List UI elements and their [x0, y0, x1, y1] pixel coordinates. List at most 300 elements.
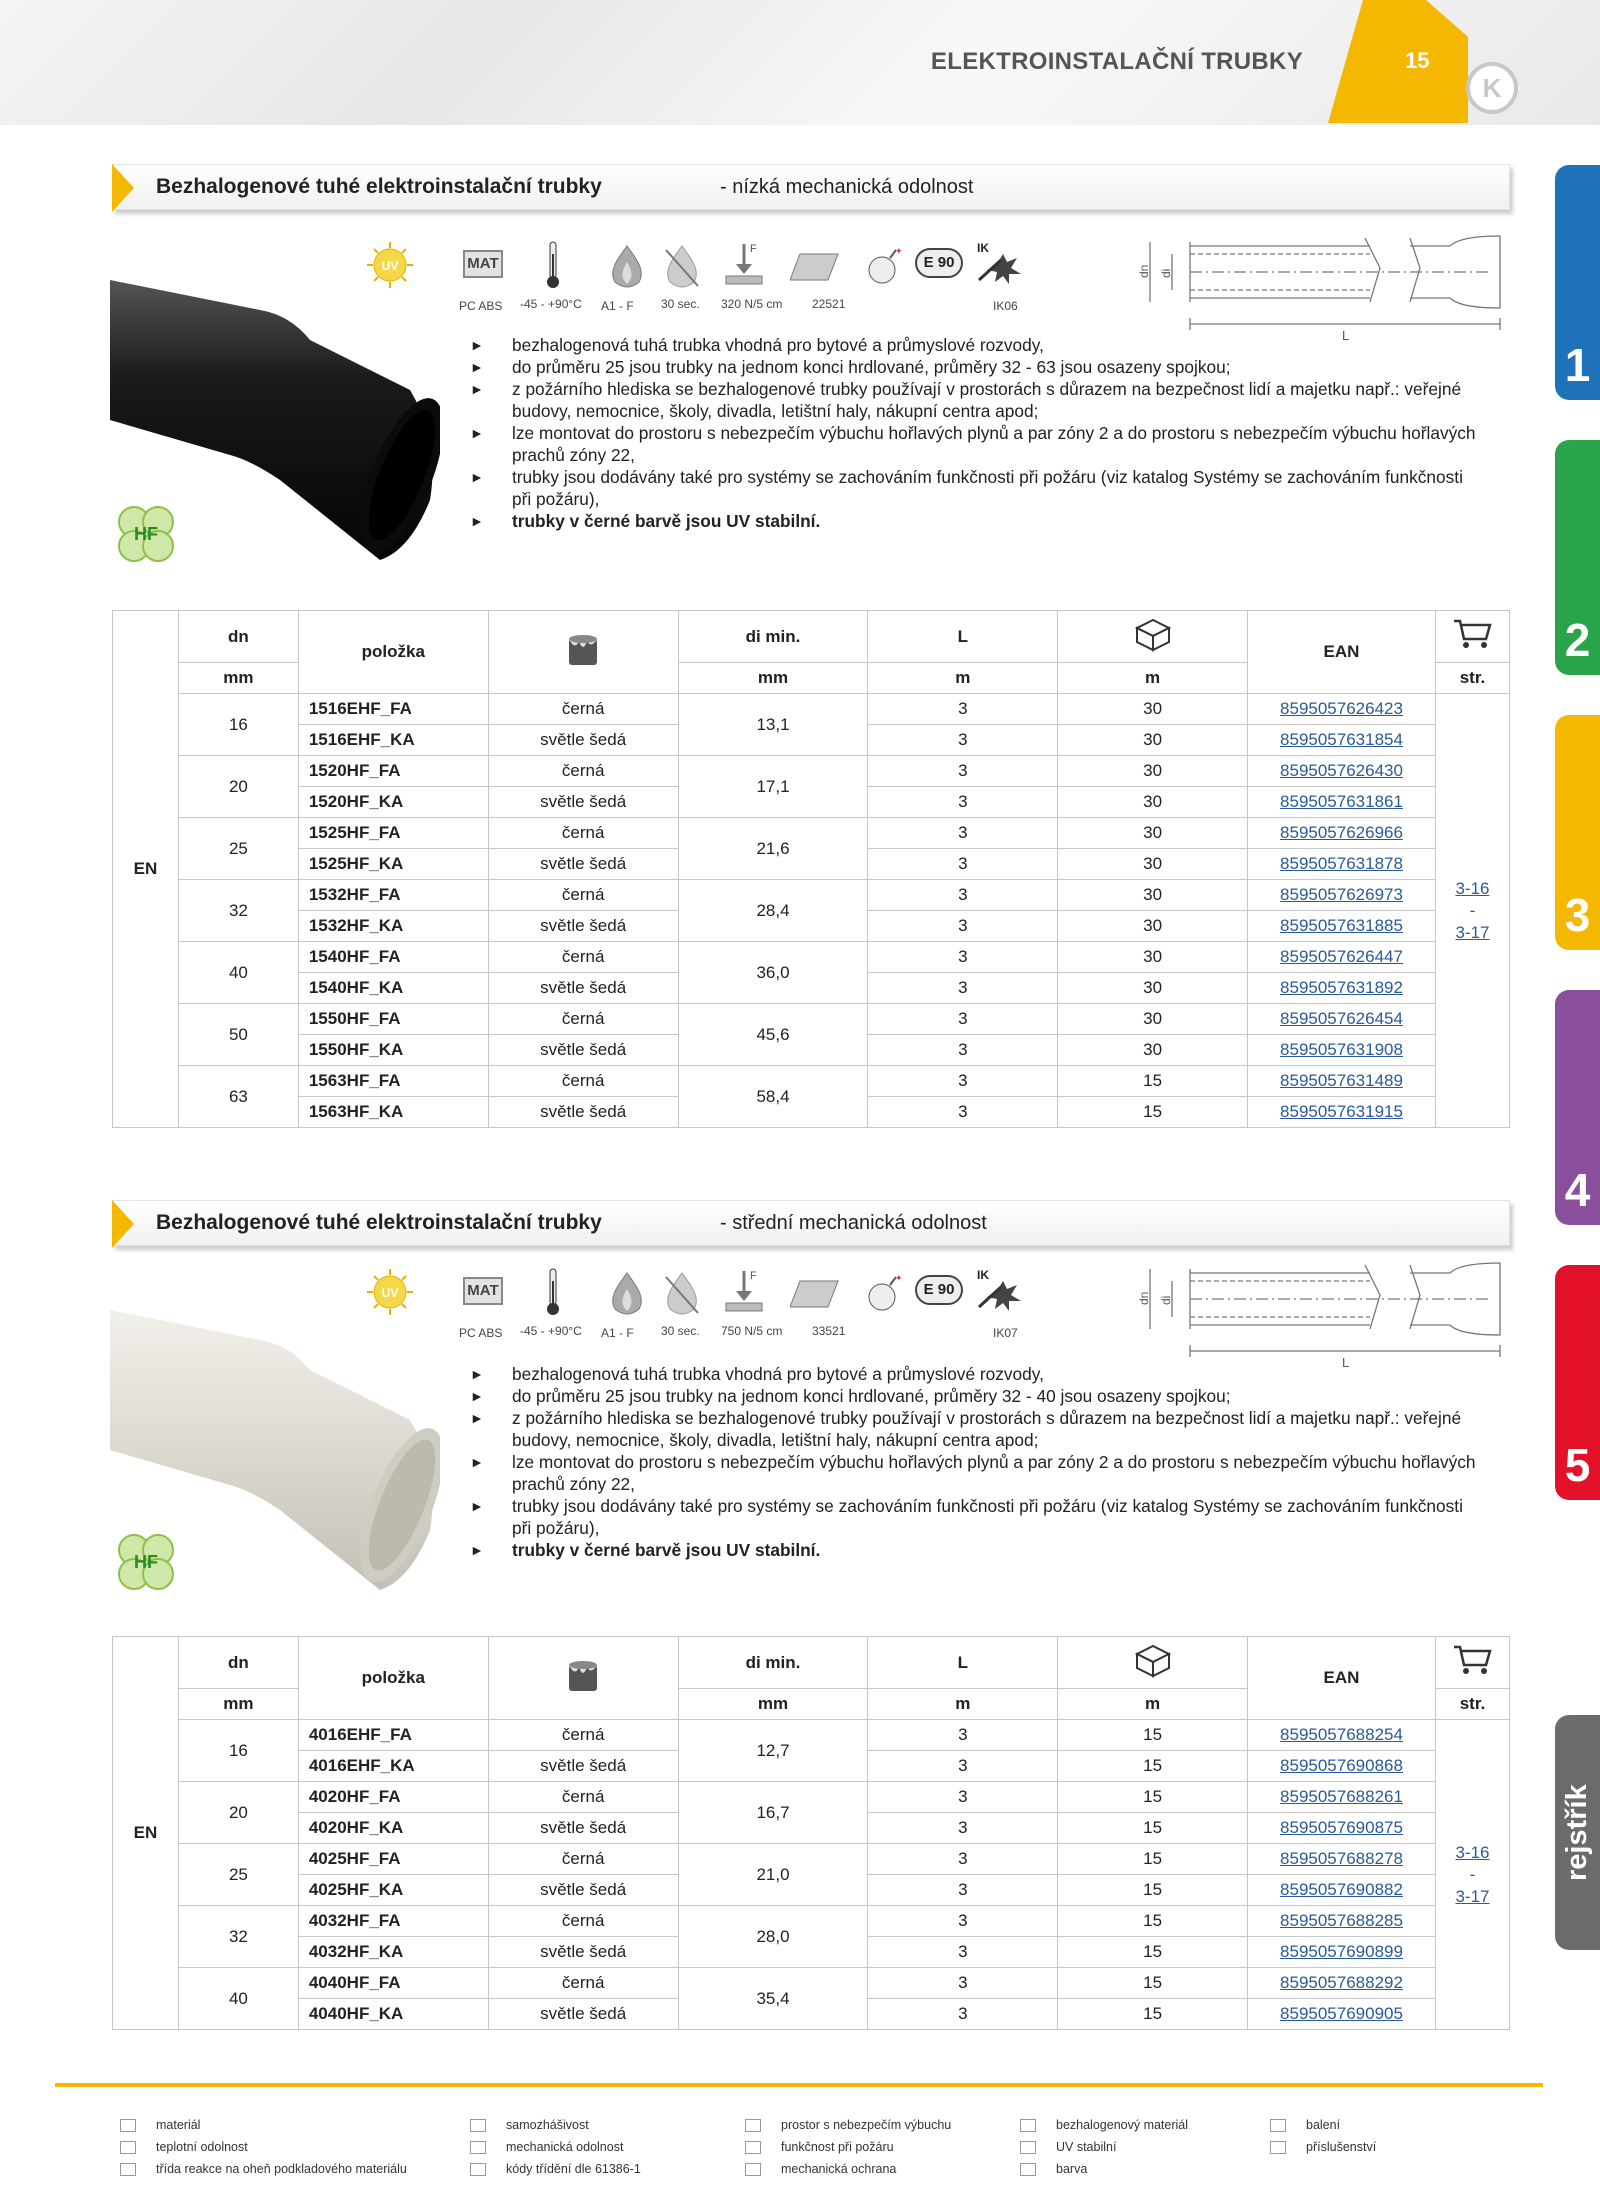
package-value: 15 — [1058, 1844, 1248, 1875]
di-value: 12,7 — [678, 1720, 868, 1782]
table-row — [113, 818, 1510, 849]
page-number: 15 — [1405, 48, 1430, 73]
ean-link[interactable]: 8595057688261 — [1248, 1782, 1436, 1813]
material-icon: MAT — [463, 250, 503, 278]
temperature-label: -45 - +90°C — [520, 297, 582, 311]
dn-value: 32 — [178, 880, 298, 942]
ik-class-label: IK06 — [993, 299, 1018, 313]
ean-link[interactable]: 8595057631915 — [1248, 1097, 1436, 1128]
item-code: 4020HF_FA — [298, 1782, 488, 1813]
legend-class-icon — [470, 2163, 486, 2176]
item-color: světle šedá — [488, 1751, 678, 1782]
ean-link[interactable]: 8595057626447 — [1248, 942, 1436, 973]
package-value: 15 — [1058, 1968, 1248, 1999]
accessories-cart-icon — [1452, 617, 1492, 651]
norm-cell: EN — [113, 611, 179, 1128]
feature-item: ► trubky v černé barvě jsou UV stabilní. — [470, 1539, 1480, 1561]
item-color: černá — [488, 1004, 678, 1035]
legend-ik-icon — [745, 2163, 761, 2176]
page-link-from[interactable]: 3-16 — [1455, 878, 1490, 898]
di-value: 35,4 — [678, 1968, 868, 2030]
package-value: 15 — [1058, 1906, 1248, 1937]
compression-force-icon — [722, 1267, 768, 1317]
section-1-subtitle: - nízká mechanická odolnost — [720, 176, 974, 198]
ean-link[interactable]: 8595057626430 — [1248, 756, 1436, 787]
halogen-free-icon — [112, 1528, 180, 1596]
ean-link[interactable]: 8595057626973 — [1248, 880, 1436, 911]
item-color: světle šedá — [488, 1999, 678, 2030]
item-color: světle šedá — [488, 911, 678, 942]
item-code: 1525HF_FA — [298, 818, 488, 849]
legend-force-icon — [470, 2141, 486, 2154]
legend-bomb-icon — [745, 2119, 761, 2132]
explosion-hazard-icon — [865, 246, 903, 286]
page-link-from[interactable]: 3-16 — [1455, 1842, 1490, 1862]
item-code: 4032HF_FA — [298, 1906, 488, 1937]
force-label: 750 N/5 cm — [721, 1324, 783, 1338]
item-color: černá — [488, 1782, 678, 1813]
section-2-title: Bezhalogenové tuhé elektroinstalační trubky — [156, 1211, 602, 1234]
item-color: světle šedá — [488, 1097, 678, 1128]
dn-label: dn — [1137, 264, 1151, 278]
legend-item: třída reakce na oheň podkladového materiálu — [156, 2162, 407, 2176]
di-value: 21,0 — [678, 1844, 868, 1906]
section-1-feature-list — [470, 334, 1480, 532]
chapter-tab-5[interactable]: 5 — [1555, 1265, 1600, 1500]
item-code: 1550HF_KA — [298, 1035, 488, 1066]
item-color: světle šedá — [488, 787, 678, 818]
item-code: 1525HF_KA — [298, 849, 488, 880]
feature-item: ► do průměru 25 jsou trubky na jednom konci hrdlované, průměry 32 - 40 jsou osazeny spojkou; — [470, 1385, 1480, 1407]
dn-label: dn — [1137, 1291, 1151, 1305]
feature-item: ► bezhalogenová tuhá trubka vhodná pro bytové a průmyslové rozvody, — [470, 1363, 1480, 1385]
item-code: 1520HF_FA — [298, 756, 488, 787]
table-row — [113, 1066, 1510, 1097]
di-value: 45,6 — [678, 1004, 868, 1066]
dn-value: 25 — [178, 818, 298, 880]
length-label: L — [1342, 328, 1350, 343]
svg-text:UV: UV — [381, 259, 399, 273]
self-extinguish-label: 30 sec. — [661, 297, 700, 311]
item-color: černá — [488, 1844, 678, 1875]
force-label: F — [750, 243, 757, 255]
ean-link[interactable]: 8595057690868 — [1248, 1751, 1436, 1782]
col-accessories — [1435, 1637, 1509, 1689]
col-length: L — [868, 1637, 1058, 1689]
length-value: 3 — [868, 756, 1058, 787]
brand-logo: K — [1466, 62, 1518, 114]
length-value: 3 — [868, 1813, 1058, 1844]
legend-item: mechanická odolnost — [506, 2140, 624, 2154]
length-value: 3 — [868, 1782, 1058, 1813]
color-paint-icon — [563, 1657, 603, 1695]
ik-label: IK — [977, 1268, 989, 1282]
item-code: 4025HF_KA — [298, 1875, 488, 1906]
legend-item: UV stabilní — [1056, 2140, 1117, 2154]
ean-link[interactable]: 8595057690905 — [1248, 1999, 1436, 2030]
table-row — [113, 942, 1510, 973]
item-code: 1550HF_FA — [298, 1004, 488, 1035]
di-value: 21,6 — [678, 818, 868, 880]
chapter-tab-1[interactable]: 1 — [1555, 165, 1600, 400]
accessory-pages — [1435, 694, 1509, 1128]
fire-function-icon: E 90 — [915, 248, 963, 278]
feature-item: ► z požárního hlediska se bezhalogenové trubky používají v prostorách s důrazem na bezpečnost lidí a majetku např.: veřejné budovy, nemocnice, školy, divadla, letištní haly, nákupní centra apod; — [470, 1407, 1480, 1451]
material-label: PC ABS — [459, 299, 503, 313]
dn-value: 20 — [178, 1782, 298, 1844]
col-package — [1058, 611, 1248, 663]
di-label: di — [1159, 268, 1173, 278]
svg-text:HF: HF — [134, 1552, 158, 1572]
table-row — [113, 756, 1510, 787]
item-color: světle šedá — [488, 973, 678, 1004]
item-code: 1563HF_KA — [298, 1097, 488, 1128]
ean-link[interactable]: 8595057688285 — [1248, 1906, 1436, 1937]
table-row — [113, 1968, 1510, 1999]
item-color: černá — [488, 880, 678, 911]
unit-mm: mm — [178, 1689, 298, 1720]
legend-flame-icon — [470, 2119, 486, 2132]
ean-link[interactable]: 8595057631861 — [1248, 787, 1436, 818]
legend-e90-icon — [745, 2141, 761, 2154]
ean-link[interactable]: 8595057631878 — [1248, 849, 1436, 880]
chapter-tab-4[interactable]: 4 — [1555, 990, 1600, 1225]
col-length: L — [868, 611, 1058, 663]
unit-str: str. — [1435, 1689, 1509, 1720]
item-code: 4016EHF_FA — [298, 1720, 488, 1751]
dn-value: 25 — [178, 1844, 298, 1906]
section-1-icon-strip — [365, 240, 1025, 330]
feature-item: ► trubky v černé barvě jsou UV stabilní. — [470, 510, 1480, 532]
classification-label: 33521 — [812, 1324, 846, 1338]
item-code: 4040HF_FA — [298, 1968, 488, 1999]
legend-item: samozhášivost — [506, 2118, 589, 2132]
self-extinguish-label: 30 sec. — [661, 1324, 700, 1338]
svg-text:✦: ✦ — [895, 246, 903, 256]
page-header-title: ELEKTROINSTALAČNÍ TRUBKY — [930, 48, 1303, 75]
item-color: černá — [488, 694, 678, 725]
item-code: 4032HF_KA — [298, 1937, 488, 1968]
length-value: 3 — [868, 694, 1058, 725]
package-value: 15 — [1058, 1813, 1248, 1844]
unit-mm: mm — [178, 663, 298, 694]
item-color: černá — [488, 942, 678, 973]
item-color: světle šedá — [488, 1035, 678, 1066]
ean-link[interactable]: 8595057690882 — [1248, 1875, 1436, 1906]
package-value: 30 — [1058, 787, 1248, 818]
col-di: di min. — [678, 611, 868, 663]
page-range-sep: - — [1469, 900, 1476, 920]
package-value: 30 — [1058, 1004, 1248, 1035]
temperature-label: -45 - +90°C — [520, 1324, 582, 1338]
accessories-cart-icon — [1452, 1643, 1492, 1677]
unit-m: m — [1058, 663, 1248, 694]
col-dn: dn — [178, 1637, 298, 1689]
item-color: světle šedá — [488, 849, 678, 880]
ean-link[interactable]: 8595057626423 — [1248, 694, 1436, 725]
section-2-subtitle: - střední mechanická odolnost — [720, 1212, 987, 1234]
dn-value: 50 — [178, 1004, 298, 1066]
chapter-tab-2[interactable]: 2 — [1555, 440, 1600, 675]
ik-class-label: IK07 — [993, 1326, 1018, 1340]
page-range-sep: - — [1469, 1864, 1476, 1884]
feature-item: ► lze montovat do prostoru s nebezpečím výbuchu hořlavých plynů a par zóny 2 a do prostoru s nebezpečím výbuchu hořlavých prachů zóny 22, — [470, 422, 1480, 466]
table-row — [113, 880, 1510, 911]
di-value: 58,4 — [678, 1066, 868, 1128]
page-link-to[interactable]: 3-17 — [1455, 1886, 1490, 1906]
item-color: světle šedá — [488, 1937, 678, 1968]
di-value: 28,0 — [678, 1906, 868, 1968]
item-color: světle šedá — [488, 1875, 678, 1906]
legend-paint-icon — [1020, 2163, 1036, 2176]
section-2-feature-list — [470, 1363, 1480, 1561]
ean-link[interactable]: 8595057690875 — [1248, 1813, 1436, 1844]
item-color: černá — [488, 1968, 678, 1999]
length-value: 3 — [868, 942, 1058, 973]
item-color: černá — [488, 1720, 678, 1751]
chapter-tab-3[interactable]: 3 — [1555, 715, 1600, 950]
dn-value: 40 — [178, 1968, 298, 2030]
length-value: 3 — [868, 911, 1058, 942]
fire-function-icon: E 90 — [915, 1275, 963, 1305]
fire-reaction-icon — [605, 1271, 649, 1317]
col-item: položka — [298, 611, 488, 694]
item-code: 1532HF_FA — [298, 880, 488, 911]
legend-reaction-icon — [120, 2163, 136, 2176]
dn-value: 63 — [178, 1066, 298, 1128]
length-value: 3 — [868, 1720, 1058, 1751]
di-value: 16,7 — [678, 1782, 868, 1844]
package-value: 15 — [1058, 1937, 1248, 1968]
di-value: 36,0 — [678, 942, 868, 1004]
product-table-2 — [112, 1636, 1510, 2030]
ean-link[interactable]: 8595057631892 — [1248, 973, 1436, 1004]
self-extinguishing-icon — [660, 1271, 704, 1317]
length-value: 3 — [868, 849, 1058, 880]
dn-value: 16 — [178, 1720, 298, 1782]
package-icon — [1131, 1642, 1175, 1678]
unit-m: m — [868, 663, 1058, 694]
ean-link[interactable]: 8595057631885 — [1248, 911, 1436, 942]
length-value: 3 — [868, 1004, 1058, 1035]
package-value: 30 — [1058, 942, 1248, 973]
table-row — [113, 1004, 1510, 1035]
item-color: světle šedá — [488, 1813, 678, 1844]
index-tab[interactable]: rejstřík — [1555, 1715, 1600, 1950]
legend-item: materiál — [156, 2118, 201, 2132]
col-di: di min. — [678, 1637, 868, 1689]
di-value: 17,1 — [678, 756, 868, 818]
page-link-to[interactable]: 3-17 — [1455, 922, 1490, 942]
product-table-1 — [112, 610, 1510, 1128]
ean-link[interactable]: 8595057688292 — [1248, 1968, 1436, 1999]
legend-item: mechanická ochrana — [781, 2162, 897, 2176]
length-value: 3 — [868, 1875, 1058, 1906]
package-value: 15 — [1058, 1720, 1248, 1751]
ean-link[interactable]: 8595057626454 — [1248, 1004, 1436, 1035]
item-code: 4016EHF_KA — [298, 1751, 488, 1782]
fire-class-label: A1 - F — [601, 1326, 634, 1340]
unit-m: m — [1058, 1689, 1248, 1720]
classification-code-icon — [790, 246, 840, 286]
length-value: 3 — [868, 1844, 1058, 1875]
ean-link[interactable]: 8595057631854 — [1248, 725, 1436, 756]
impact-protection-icon — [977, 240, 1023, 286]
package-value: 15 — [1058, 1782, 1248, 1813]
length-value: 3 — [868, 1751, 1058, 1782]
footer-divider — [55, 2083, 1543, 2087]
ean-link[interactable]: 8595057688278 — [1248, 1844, 1436, 1875]
package-value: 30 — [1058, 1035, 1248, 1066]
package-value: 30 — [1058, 694, 1248, 725]
tube-dimension-diagram — [1120, 1255, 1520, 1375]
ik-label: IK — [977, 241, 989, 255]
self-extinguishing-icon — [660, 244, 704, 290]
item-code: 4025HF_FA — [298, 1844, 488, 1875]
tube-dimension-diagram — [1120, 228, 1520, 348]
legend-item: funkčnost při požáru — [781, 2140, 894, 2154]
col-accessories — [1435, 611, 1509, 663]
legend-box-icon — [1270, 2119, 1286, 2132]
feature-item: ► bezhalogenová tuhá trubka vhodná pro bytové a průmyslové rozvody, — [470, 334, 1480, 356]
uv-stable-icon — [365, 240, 415, 290]
item-color: černá — [488, 1906, 678, 1937]
item-code: 1516EHF_KA — [298, 725, 488, 756]
legend-item: barva — [1056, 2162, 1088, 2176]
di-label: di — [1159, 1295, 1173, 1305]
fire-class-label: A1 - F — [601, 299, 634, 313]
svg-text:HF: HF — [134, 524, 158, 544]
table-row — [113, 1844, 1510, 1875]
item-code: 1540HF_KA — [298, 973, 488, 1004]
package-value: 15 — [1058, 1999, 1248, 2030]
item-code: 1540HF_FA — [298, 942, 488, 973]
unit-mm: mm — [678, 663, 868, 694]
material-icon: MAT — [463, 1277, 503, 1305]
table-row — [113, 1906, 1510, 1937]
thermometer-icon — [543, 240, 563, 290]
uv-stable-icon — [365, 1267, 415, 1317]
feature-item: ► trubky jsou dodávány také pro systémy se zachováním funkčnosti při požáru (viz katalog Systémy se zachováním funkčnosti při požáru), — [470, 466, 1480, 510]
dn-value: 32 — [178, 1906, 298, 1968]
svg-text:UV: UV — [381, 1286, 399, 1300]
item-code: 1532HF_KA — [298, 911, 488, 942]
item-code: 1516EHF_FA — [298, 694, 488, 725]
dn-value: 16 — [178, 694, 298, 756]
dn-value: 20 — [178, 756, 298, 818]
length-value: 3 — [868, 973, 1058, 1004]
package-value: 30 — [1058, 725, 1248, 756]
force-label: 320 N/5 cm — [721, 297, 783, 311]
legend-item: prostor s nebezpečím výbuchu — [781, 2118, 952, 2132]
svg-text:✦: ✦ — [895, 1273, 903, 1283]
force-label: F — [750, 1270, 757, 1282]
item-color: světle šedá — [488, 725, 678, 756]
col-ean: EAN — [1248, 611, 1436, 694]
section-1-title: Bezhalogenové tuhé elektroinstalační trubky — [156, 175, 602, 198]
length-value: 3 — [868, 1999, 1058, 2030]
color-paint-icon — [563, 631, 603, 669]
ean-link[interactable]: 8595057688254 — [1248, 1720, 1436, 1751]
section-2-icon-strip — [365, 1267, 1025, 1357]
length-value: 3 — [868, 1035, 1058, 1066]
package-value: 15 — [1058, 1875, 1248, 1906]
ean-link[interactable]: 8595057631489 — [1248, 1066, 1436, 1097]
item-code: 4040HF_KA — [298, 1999, 488, 2030]
legend-temp-icon — [120, 2141, 136, 2154]
legend-hf-icon — [1020, 2119, 1036, 2132]
package-value: 30 — [1058, 880, 1248, 911]
di-value: 13,1 — [678, 694, 868, 756]
col-color — [488, 611, 678, 694]
length-value: 3 — [868, 787, 1058, 818]
col-package — [1058, 1637, 1248, 1689]
ean-link[interactable]: 8595057631908 — [1248, 1035, 1436, 1066]
package-value: 15 — [1058, 1097, 1248, 1128]
classification-label: 22521 — [812, 297, 846, 311]
classification-code-icon — [790, 1273, 840, 1313]
package-value: 15 — [1058, 1751, 1248, 1782]
fire-reaction-icon — [605, 244, 649, 290]
package-value: 30 — [1058, 756, 1248, 787]
item-code: 4020HF_KA — [298, 1813, 488, 1844]
legend-item: kódy třídění dle 61386-1 — [506, 2162, 641, 2176]
impact-protection-icon — [977, 1267, 1023, 1313]
feature-item: ► lze montovat do prostoru s nebezpečím výbuchu hořlavých plynů a par zóny 2 a do prostoru s nebezpečím výbuchu hořlavých prachů zóny 22, — [470, 1451, 1480, 1495]
package-value: 30 — [1058, 849, 1248, 880]
package-value: 30 — [1058, 818, 1248, 849]
feature-item: ► trubky jsou dodávány také pro systémy se zachováním funkčnosti při požáru (viz katalog Systémy se zachováním funkčnosti při požáru), — [470, 1495, 1480, 1539]
length-label: L — [1342, 1355, 1350, 1370]
item-code: 1520HF_KA — [298, 787, 488, 818]
item-code: 1563HF_FA — [298, 1066, 488, 1097]
table-row — [113, 694, 1510, 725]
thermometer-icon — [543, 1267, 563, 1317]
material-label: PC ABS — [459, 1326, 503, 1340]
col-color — [488, 1637, 678, 1720]
package-value: 30 — [1058, 911, 1248, 942]
norm-cell: EN — [113, 1637, 179, 2030]
ean-link[interactable]: 8595057690899 — [1248, 1937, 1436, 1968]
explosion-hazard-icon — [865, 1273, 903, 1313]
length-value: 3 — [868, 725, 1058, 756]
table-row — [113, 1782, 1510, 1813]
di-value: 28,4 — [678, 880, 868, 942]
unit-m: m — [868, 1689, 1058, 1720]
legend-mat-icon — [120, 2119, 136, 2132]
item-color: černá — [488, 756, 678, 787]
accessory-pages — [1435, 1720, 1509, 2030]
legend-item: příslušenství — [1306, 2140, 1377, 2154]
legend-uv-icon — [1020, 2141, 1036, 2154]
package-value: 15 — [1058, 1066, 1248, 1097]
length-value: 3 — [868, 1066, 1058, 1097]
legend-item: teplotní odolnost — [156, 2140, 248, 2154]
package-value: 30 — [1058, 973, 1248, 1004]
unit-str: str. — [1435, 663, 1509, 694]
length-value: 3 — [868, 1906, 1058, 1937]
col-item: položka — [298, 1637, 488, 1720]
dn-value: 40 — [178, 942, 298, 1004]
unit-mm: mm — [678, 1689, 868, 1720]
ean-link[interactable]: 8595057626966 — [1248, 818, 1436, 849]
halogen-free-icon — [112, 500, 180, 568]
feature-item: ► do průměru 25 jsou trubky na jednom konci hrdlované, průměry 32 - 63 jsou osazeny spojkou; — [470, 356, 1480, 378]
legend-cart-icon — [1270, 2141, 1286, 2154]
legend-item: balení — [1306, 2118, 1341, 2132]
length-value: 3 — [868, 1968, 1058, 1999]
package-icon — [1131, 616, 1175, 652]
